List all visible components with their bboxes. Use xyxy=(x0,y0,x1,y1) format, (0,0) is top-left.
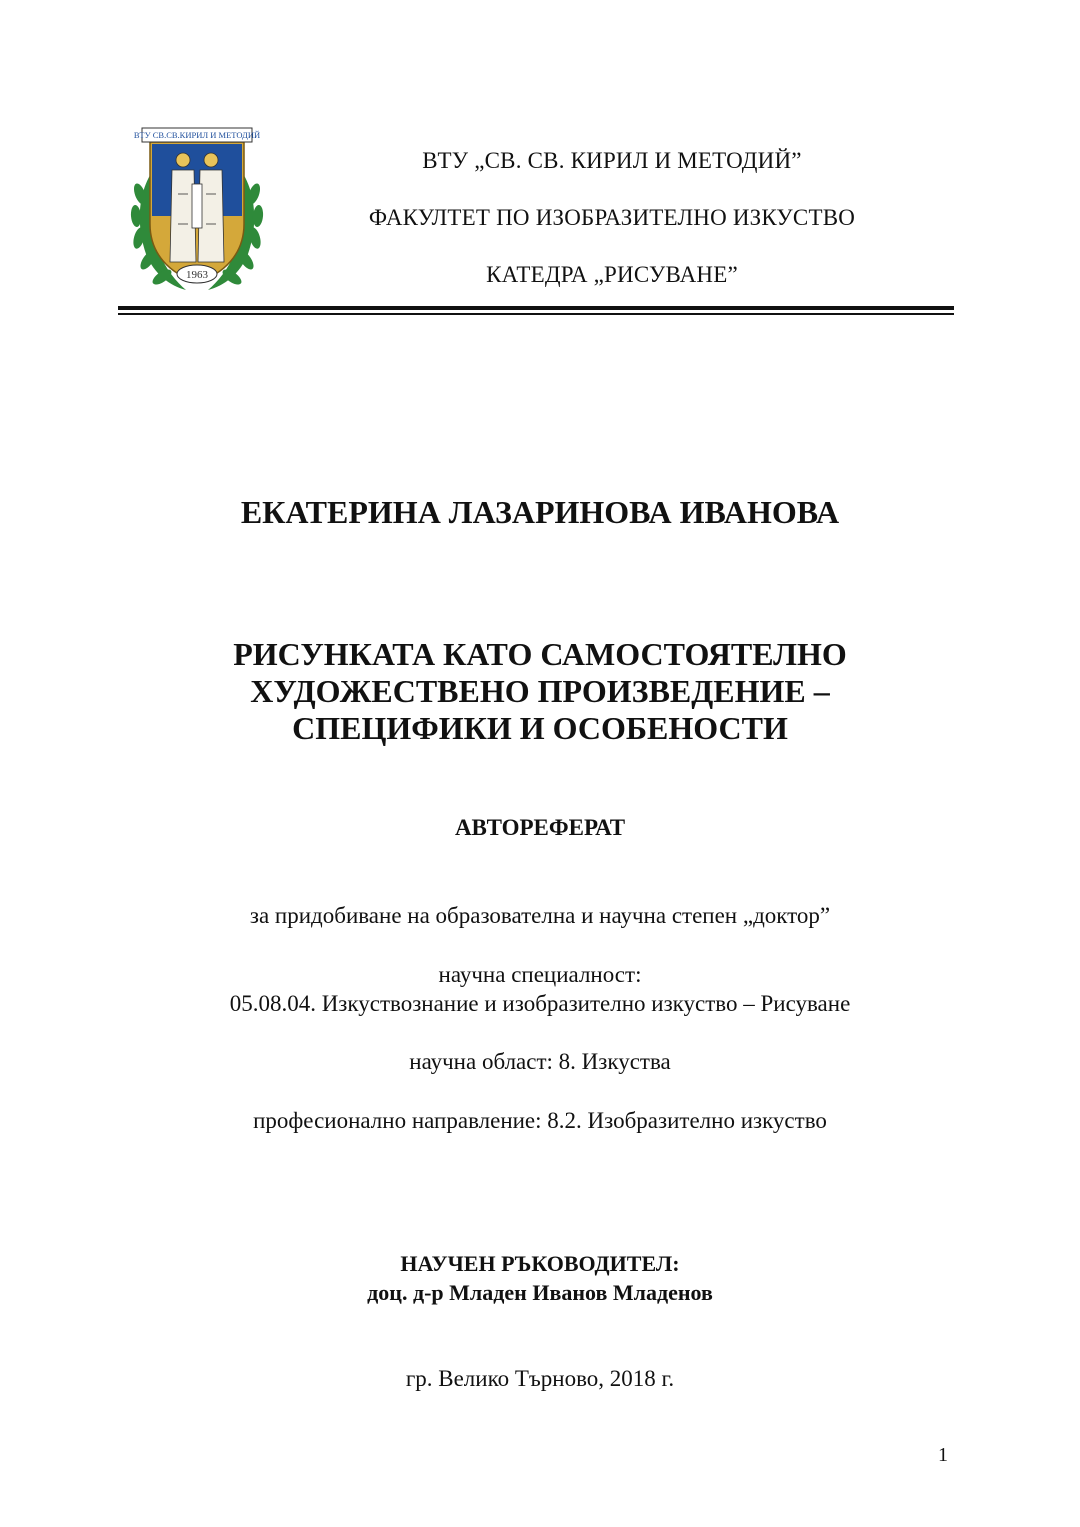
author-name: ЕКАТЕРИНА ЛАЗАРИНОВА ИВАНОВА xyxy=(240,494,840,530)
title-line: ХУДОЖЕСТВЕНО ПРОИЗВЕДЕНИЕ – xyxy=(250,673,830,709)
document-title xyxy=(0,636,1080,747)
shield-icon xyxy=(150,142,244,282)
university-name: ВТУ „СВ. СВ. КИРИЛ И МЕТОДИЙ” xyxy=(422,148,802,173)
document-type: АВТОРЕФЕРАТ xyxy=(454,815,626,840)
place-and-year: гр. Велико Търново, 2018 г. xyxy=(405,1366,675,1391)
professional-direction: професионално направление: 8.2. Изобразително изкуство xyxy=(253,1108,827,1133)
supervisor-label: НАУЧЕН РЪКОВОДИТЕЛ: xyxy=(400,1251,680,1276)
title-line: РИСУНКАТА КАТО САМОСТОЯТЕЛНО xyxy=(233,636,847,672)
svg-text:1963: 1963 xyxy=(186,269,208,281)
degree-purpose: за придобиване на образователна и научна степен „доктор” xyxy=(249,903,831,928)
emblem-year-badge xyxy=(177,265,217,283)
emblem-ribbon xyxy=(134,128,260,142)
scientific-field: научна област: 8. Изкуства xyxy=(409,1049,671,1074)
page-number: 1 xyxy=(938,1444,948,1466)
university-emblem xyxy=(128,124,266,296)
supervisor-name: доц. д-р Младен Иванов Младенов xyxy=(367,1280,713,1305)
title-line: СПЕЦИФИКИ И ОСОБЕНОСТИ xyxy=(292,710,788,746)
header-divider-thin xyxy=(118,313,954,315)
svg-text:ВТУ СВ.СВ.КИРИЛ И МЕТОДИЙ: ВТУ СВ.СВ.КИРИЛ И МЕТОДИЙ xyxy=(133,130,261,140)
department-name: КАТЕДРА „РИСУВАНЕ” xyxy=(486,262,738,287)
faculty-name: ФАКУЛТЕТ ПО ИЗОБРАЗИТЕЛНО ИЗКУСТВО xyxy=(368,205,856,230)
specialty-value: 05.08.04. Изкуствознание и изобразително изкуство – Рисуване xyxy=(229,991,851,1016)
specialty-label: научна специалност: xyxy=(438,962,642,987)
header-divider-thick xyxy=(118,306,954,310)
